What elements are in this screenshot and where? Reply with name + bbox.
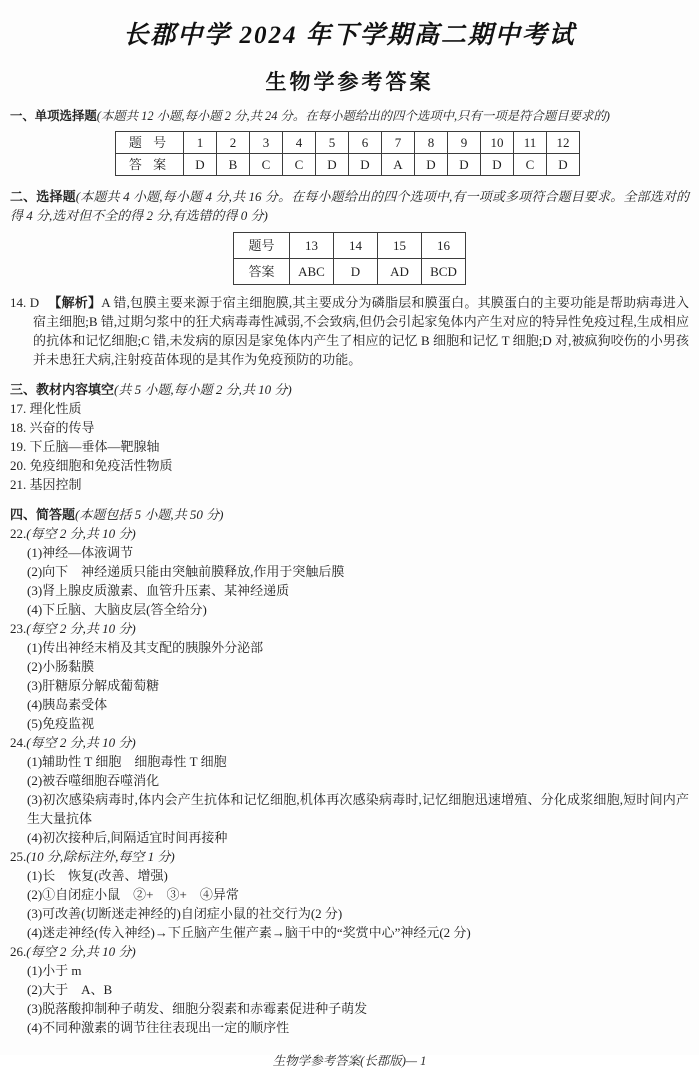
analysis-question-number: 14. D xyxy=(10,295,40,310)
fill-in-answer-18: 18. 兴奋的传导 xyxy=(10,420,95,435)
exam-title: 长郡中学 2024 年下学期高二期中考试 xyxy=(123,22,576,49)
answer-line: (3)肝糖原分解成葡萄糖 xyxy=(27,678,160,693)
question-number-cell: 6 xyxy=(349,132,382,154)
answer-line: (4)迷走神经(传入神经)→下丘脑产生催产素→脑干中的“奖赏中心”神经元(2 分) xyxy=(27,925,471,940)
single-choice-answer-table xyxy=(115,131,580,176)
section-2-name: 二、选择题 xyxy=(10,189,76,204)
answer-cell: ABC xyxy=(290,259,334,285)
page-footer: 生物学参考答案(长郡版)— 1 xyxy=(272,1054,427,1068)
section-4-name: 四、简答题 xyxy=(10,507,76,522)
answer-cell: D xyxy=(448,154,481,176)
question-25-header xyxy=(10,847,689,866)
question-26-header xyxy=(10,942,689,961)
answer-cell: AD xyxy=(378,259,422,285)
section-1-note: (本题共 12 小题,每小题 2 分,共 24 分。在每小题给出的四个选项中,只有一项是符合题目要求的) xyxy=(96,109,610,123)
answer-line: (1)小于 m xyxy=(27,963,82,978)
fill-in-answer-21: 21. 基因控制 xyxy=(10,477,82,492)
answer-line: (2)①自闭症小鼠 ②+ ③+ ④异常 xyxy=(27,887,239,902)
answer-line: (3)肾上腺皮质激素、血管升压素、某神经递质 xyxy=(27,583,290,598)
answer-line: (2)小肠黏膜 xyxy=(27,659,95,674)
question-24-header xyxy=(10,733,689,752)
fill-in-answer-20: 20. 免疫细胞和免疫活性物质 xyxy=(10,458,173,473)
section-1-heading xyxy=(10,107,689,126)
table-row-question-numbers xyxy=(234,233,466,259)
question-number: 26. xyxy=(10,944,27,959)
table-row-answers xyxy=(116,154,580,176)
answer-cell: D xyxy=(334,259,378,285)
question-number: 22. xyxy=(10,526,27,541)
answer-cell: C xyxy=(250,154,283,176)
section-3-note: (共 5 小题,每小题 2 分,共 10 分) xyxy=(114,382,292,397)
answer-line: (4)不同种激素的调节往往表现出一定的顺序性 xyxy=(27,1020,290,1035)
row-label-question-number: 题 号 xyxy=(116,132,184,154)
answer-line: (5)免疫监视 xyxy=(27,716,95,731)
row-label-answer: 答 案 xyxy=(116,154,184,176)
question-22 xyxy=(10,524,689,619)
page-title: 生物学参考答案 xyxy=(265,71,434,94)
answer-cell: D xyxy=(481,154,514,176)
question-23 xyxy=(10,619,689,733)
multi-choice-answer-table xyxy=(233,232,466,285)
question-number-cell: 12 xyxy=(547,132,580,154)
question-number: 25. xyxy=(10,849,27,864)
section-2-heading xyxy=(10,187,689,225)
question-number-cell: 3 xyxy=(250,132,283,154)
question-score-note: (每空 2 分,共 10 分) xyxy=(26,621,136,636)
question-23-header xyxy=(10,619,689,638)
answer-cell: D xyxy=(547,154,580,176)
section-3-heading xyxy=(10,380,689,399)
answer-cell: A xyxy=(382,154,415,176)
answer-cell: B xyxy=(217,154,250,176)
section-3-name: 三、教材内容填空 xyxy=(10,382,115,397)
answer-cell: BCD xyxy=(422,259,466,285)
question-number-cell: 2 xyxy=(217,132,250,154)
section-4-heading xyxy=(10,505,689,524)
question-number: 24. xyxy=(10,735,27,750)
question-number-cell: 16 xyxy=(422,233,466,259)
question-number-cell: 15 xyxy=(378,233,422,259)
question-number-cell: 11 xyxy=(514,132,547,154)
answer-line: (4)下丘脑、大脑皮层(答全给分) xyxy=(27,602,207,617)
answer-cell: C xyxy=(283,154,316,176)
question-number-cell: 7 xyxy=(382,132,415,154)
question-number-cell: 10 xyxy=(481,132,514,154)
section-4-note: (本题包括 5 小题,共 50 分) xyxy=(75,507,224,522)
table-row-question-numbers xyxy=(116,132,580,154)
question-score-note: (每空 2 分,共 10 分) xyxy=(26,526,136,541)
question-26 xyxy=(10,942,689,1037)
answer-line: (1)辅助性 T 细胞 细胞毒性 T 细胞 xyxy=(27,754,227,769)
answer-cell: C xyxy=(514,154,547,176)
answer-cell: D xyxy=(316,154,349,176)
question-number-cell: 9 xyxy=(448,132,481,154)
fill-in-answer-19: 19. 下丘脑—垂体—靶腺轴 xyxy=(10,439,160,454)
answer-line: (3)可改善(切断迷走神经的)自闭症小鼠的社交行为(2 分) xyxy=(27,906,343,921)
question-number-cell: 4 xyxy=(283,132,316,154)
question-score-note: (每空 2 分,共 10 分) xyxy=(26,944,136,959)
analysis-label: 【解析】 xyxy=(48,295,102,310)
answer-line: (3)初次感染病毒时,体内会产生抗体和记忆细胞,机体再次感染病毒时,记忆细胞迅速增殖、分化成浆细胞,短时间内产生大量抗体 xyxy=(27,792,689,826)
answer-line: (1)神经—体液调节 xyxy=(27,545,134,560)
question-number-cell: 13 xyxy=(290,233,334,259)
analysis-text: A 错,包膜主要来源于宿主细胞膜,其主要成分为磷脂层和膜蛋白。其膜蛋白的主要功能是帮助病毒进入宿主细胞;B 错,过期匀浆中的狂犬病毒毒性减弱,不会致病,但仍会引起家兔体内产生对应的特异性免疫过程,生成相应的抗体和记忆细胞;C 错,未发病的原因是家兔体内产生了相应的记忆 B 细胞和记忆 T 细胞;D 对,被疯狗咬伤的小男孩并未患狂犬病,注射疫苗体现的是其作为免疫预防的功能。 xyxy=(33,295,690,367)
question-score-note: (10 分,除标注外,每空 1 分) xyxy=(26,849,175,864)
answer-cell: D xyxy=(415,154,448,176)
question-24 xyxy=(10,733,689,847)
answer-line: (1)长 恢复(改善、增强) xyxy=(27,868,168,883)
question-25 xyxy=(10,847,689,942)
answer-line: (2)大于 A、B xyxy=(27,982,113,997)
row-label-question-number: 题号 xyxy=(234,233,290,259)
answer-line: (3)脱落酸抑制种子萌发、细胞分裂素和赤霉素促进种子萌发 xyxy=(27,1001,368,1016)
fill-in-answer-17: 17. 理化性质 xyxy=(10,401,82,416)
answer-line: (1)传出神经末梢及其支配的胰腺外分泌部 xyxy=(27,640,264,655)
question-22-header xyxy=(10,524,689,543)
table-row-answers xyxy=(234,259,466,285)
answer-line: (2)被吞噬细胞吞噬消化 xyxy=(27,773,160,788)
question-number-cell: 8 xyxy=(415,132,448,154)
answer-cell: D xyxy=(184,154,217,176)
answer-line: (2)向下 神经递质只能由突触前膜释放,作用于突触后膜 xyxy=(27,564,345,579)
question-number-cell: 5 xyxy=(316,132,349,154)
section-1-name: 一、单项选择题 xyxy=(10,109,97,123)
section-2-note: (本题共 4 小题,每小题 4 分,共 16 分。在每小题给出的四个选项中,有一项或多项符合题目要求。全部选对的得 4 分,选对但不全的得 2 分,有选错的得 0 分) xyxy=(10,189,689,223)
analysis-14-paragraph xyxy=(10,293,689,369)
question-number: 23. xyxy=(10,621,27,636)
answer-line: (4)胰岛素受体 xyxy=(27,697,108,712)
answer-cell: D xyxy=(349,154,382,176)
question-number-cell: 1 xyxy=(184,132,217,154)
question-number-cell: 14 xyxy=(334,233,378,259)
question-score-note: (每空 2 分,共 10 分) xyxy=(26,735,136,750)
row-label-answer: 答案 xyxy=(234,259,290,285)
answer-line: (4)初次接种后,间隔适宜时间再接种 xyxy=(27,830,228,845)
